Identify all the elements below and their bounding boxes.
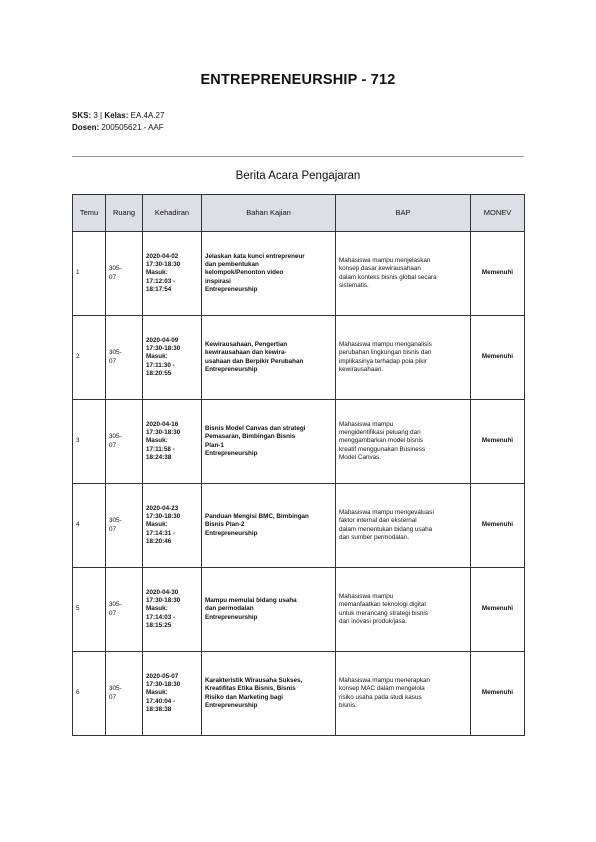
sks-value: 3 bbox=[93, 111, 98, 120]
cell-monev: Memenuhi bbox=[471, 400, 525, 484]
table-header-row bbox=[73, 195, 525, 232]
header-bahan-kajian: Bahan Kajian bbox=[202, 195, 336, 232]
bahan-text: Panduan Mengisi BMC, Bimbingan Bisnis Plan-2 bbox=[205, 513, 309, 529]
table-row bbox=[73, 652, 525, 736]
bahan-text: Bisnis Model Canvas dan strategi Pemasaran, Bimbingan Bisnis Plan-1 bbox=[205, 425, 306, 449]
bahan-text: Kewirausahaan, Pengertian kewirausahaan dan kewira- usahaan dan Berpikir Perubahan bbox=[205, 341, 304, 365]
ruang-text: 305- 07 bbox=[109, 265, 122, 281]
sks-label: SKS: bbox=[72, 111, 92, 120]
cell-ruang bbox=[106, 652, 143, 736]
header-monev: MONEV bbox=[471, 195, 525, 232]
cell-temu: 5 bbox=[73, 568, 106, 652]
cell-bap: Mahasiswa mampu memanfaatkan teknologi digital untuk merancang strategi bisnis dan inovasi produk/jasa. bbox=[336, 568, 471, 652]
cell-ruang bbox=[106, 568, 143, 652]
meta-sks-kelas: SKS: 3 | Kelas: EA.4A.27 bbox=[72, 111, 165, 120]
bahan-text: Mampu memulai bidang usaha dan permodalan bbox=[205, 597, 297, 613]
cell-kehadiran: 2020-05-07 17:30-18:30 Masuk: 17:40:04 - 18:38:38 bbox=[143, 652, 202, 736]
cell-ruang bbox=[106, 400, 143, 484]
table-row bbox=[73, 232, 525, 316]
ruang-text: 305- 07 bbox=[109, 685, 122, 701]
cell-bap: Mahasiswa mampu menganalisis perubahan lingkungan bisnis dan implikasinya terhadap pola pikir kewirausahaan. bbox=[336, 316, 471, 400]
kelas-label: Kelas: bbox=[104, 111, 129, 120]
table-row bbox=[73, 400, 525, 484]
ruang-text: 305- 07 bbox=[109, 433, 122, 449]
cell-monev: Memenuhi bbox=[471, 316, 525, 400]
bahan-tag: Entrepreneurship bbox=[205, 613, 258, 621]
bahan-text: Jelaskan kata kunci entrepreneur dan pembentukan kelompok/Penonton video inspirasi bbox=[205, 252, 305, 285]
bahan-tag: Entrepreneurship bbox=[205, 285, 258, 293]
header-bap: BAP bbox=[336, 195, 471, 232]
bahan-tag: Entrepreneurship bbox=[205, 529, 258, 537]
cell-bahan-kajian bbox=[202, 316, 336, 400]
header-ruang: Ruang bbox=[106, 195, 143, 232]
dosen-value: 200505621 - AAF bbox=[101, 123, 164, 132]
divider bbox=[72, 156, 524, 157]
cell-bap: Mahasiswa mampu menerapkan konsep MAC dalam mengelola risiko usaha pada studi kasus bisnis. bbox=[336, 652, 471, 736]
cell-kehadiran: 2020-04-02 17:30-18:30 Masuk: 17:12:03 - 18:17:54 bbox=[143, 232, 202, 316]
meta-dosen bbox=[72, 122, 164, 133]
bahan-tag: Entrepreneurship bbox=[205, 701, 258, 709]
bap-table bbox=[72, 194, 525, 736]
dosen-label: Dosen: bbox=[72, 123, 100, 132]
cell-kehadiran: 2020-04-16 17:30-18:30 Masuk: 17:11:58 - 18:24:38 bbox=[143, 400, 202, 484]
kelas-value: EA.4A.27 bbox=[130, 111, 165, 120]
ruang-text: 305- 07 bbox=[109, 349, 122, 365]
header-temu: Temu bbox=[73, 195, 106, 232]
bahan-text: Karakteristik Wirausaha Sukses, Kreatifitas Etika Bisnis, Bisnis Risiko dan Marketing bagi bbox=[205, 677, 303, 701]
header-kehadiran: Kehadiran bbox=[143, 195, 202, 232]
section-title: Berita Acara Pengajaran bbox=[235, 170, 361, 182]
cell-bahan-kajian bbox=[202, 232, 336, 316]
ruang-text: 305- 07 bbox=[109, 601, 122, 617]
cell-kehadiran: 2020-04-09 17:30-18:30 Masuk: 17:11:30 - 18:20:55 bbox=[143, 316, 202, 400]
cell-bahan-kajian bbox=[202, 568, 336, 652]
cell-temu: 3 bbox=[73, 400, 106, 484]
cell-temu: 4 bbox=[73, 484, 106, 568]
bahan-tag: Entrepreneurship bbox=[205, 449, 258, 457]
cell-monev: Memenuhi bbox=[471, 568, 525, 652]
cell-bap: Mahasiswa mampu mengidentifikasi peluang dan menggambarkan model bisnis kreatif menggunakan Business Model Canvas. bbox=[336, 400, 471, 484]
cell-ruang bbox=[106, 484, 143, 568]
table-row bbox=[73, 568, 525, 652]
cell-temu: 6 bbox=[73, 652, 106, 736]
cell-monev: Memenuhi bbox=[471, 484, 525, 568]
cell-bahan-kajian bbox=[202, 652, 336, 736]
cell-bahan-kajian bbox=[202, 484, 336, 568]
cell-temu: 1 bbox=[73, 232, 106, 316]
document-title: ENTREPRENEURSHIP - 712 bbox=[200, 72, 396, 88]
cell-bap: Mahasiswa mampu menjelaskan konsep dasar kewirausahaan dalam konteks bisnis global secara sistematis. bbox=[336, 232, 471, 316]
cell-bap: Mahasiswa mampu mengevaluasi faktor internal dan eksternal dalam menentukan bidang usaha dan sumber permodalan. bbox=[336, 484, 471, 568]
cell-kehadiran: 2020-04-23 17:30-18:30 Masuk: 17:14:31 - 18:20:46 bbox=[143, 484, 202, 568]
cell-bahan-kajian bbox=[202, 400, 336, 484]
table-row bbox=[73, 484, 525, 568]
table-row bbox=[73, 316, 525, 400]
cell-ruang bbox=[106, 232, 143, 316]
ruang-text: 305- 07 bbox=[109, 517, 122, 533]
cell-temu: 2 bbox=[73, 316, 106, 400]
cell-ruang bbox=[106, 316, 143, 400]
cell-kehadiran: 2020-04-30 17:30-18:30 Masuk: 17:14:03 - 18:15:25 bbox=[143, 568, 202, 652]
cell-monev: Memenuhi bbox=[471, 232, 525, 316]
cell-monev: Memenuhi bbox=[471, 652, 525, 736]
bahan-tag: Entrepreneurship bbox=[205, 365, 258, 373]
